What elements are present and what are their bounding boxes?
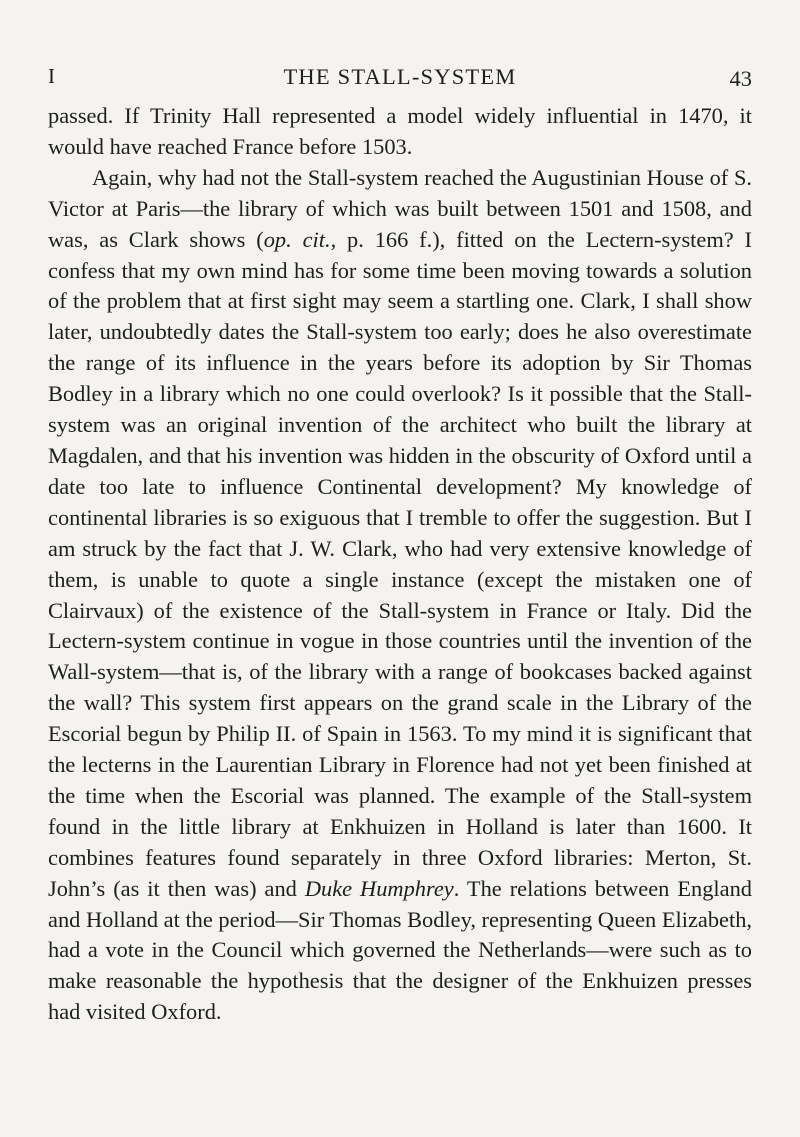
page-number: 43 <box>729 66 752 91</box>
chapter-number: I <box>48 64 55 88</box>
paragraph-2 <box>48 163 752 1028</box>
duke-humphrey-title: Duke Humphrey <box>304 875 454 901</box>
running-header <box>48 64 752 98</box>
paragraph-2-part-3: . The relations between England and Holland at the period—Sir Thomas Bodley, representing Queen Elizabeth, had a vote in the Council which governed the Netherlands—were such as to make reasonable the hypothesis that the designer of the Enkhuizen presses had visited Oxford. <box>48 875 752 1025</box>
citation-op-cit: op. cit. <box>263 226 331 252</box>
paragraph-2-part-2: , p. 166 f.), fitted on the Lectern-system? I confess that my own mind has for some time been moving towards a solution of the problem that at first sight may seem a startling one. Clark, I shall show later, undoubtedly dates the Stall-system too early; does he also overestimate the range of its influence in the years before its adoption by Sir Thomas Bodley in a library which no one could overlook? Is it possible that the Stall-system was an original invention of the architect who built the library at Magdalen, and that his invention was hidden in the obscurity of Oxford until a date too late to influence Continental development? My knowledge of continental libraries is so exiguous that I tremble to offer the suggestion. But I am struck by the fact that J. W. Clark, who had very extensive knowledge of them, is unable to quote a single instance (except the mistaken one of Clairvaux) of the existence of the Stall-system in France or Italy. Did the Lectern-system continue in vogue in those countries until the invention of the Wall-system—that is, of the library with a range of bookcases backed against the wall? This system first appears on the grand scale in the Library of the Escorial begun by Philip II. of Spain in 1563. To my mind it is significant that the lecterns in the Laurentian Library in Florence had not yet been finished at the time when the Escorial was planned. The example of the Stall-system found in the little library at Enkhuizen in Holland is later than 1600. It combines features found separately in three Oxford libraries: Merton, St. John’s (as it then was) and <box>48 226 752 901</box>
paragraph-1: passed. If Trinity Hall represented a model widely influential in 1470, it would have reached France before 1503. <box>48 103 752 159</box>
running-title: THE STALL-SYSTEM <box>283 64 517 89</box>
body-text <box>48 101 752 1028</box>
paragraph-2-part-1: Again, why had not the Stall-system reached the Augustinian House of S. Victor at Paris—the library of which was built between 1501 and 1508, and was, as Clark shows ( <box>48 164 752 252</box>
